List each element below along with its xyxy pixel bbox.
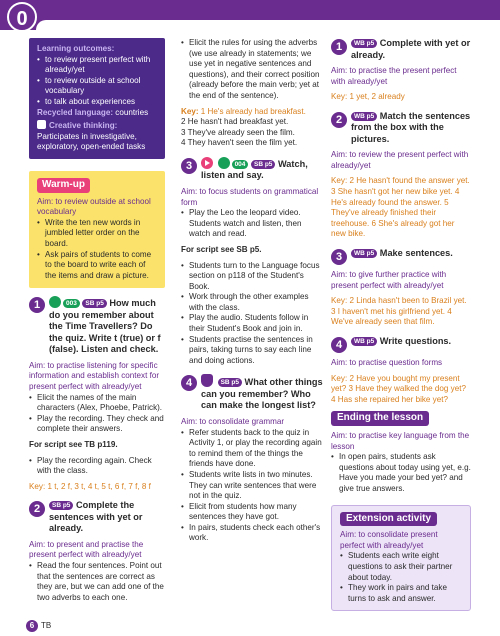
activity-3-aim: Aim: to focus students on grammatical form <box>181 186 319 207</box>
video-icon <box>201 157 213 169</box>
list-item: • Play the audio. Students follow in their Student's Book and join in. <box>181 313 323 334</box>
creative-thinking-text: Participates in investigative, exploratory, open-ended tasks <box>37 131 146 152</box>
wb-1-key: Key: 1 yet, 2 already <box>331 92 405 102</box>
activity-number: 1 <box>29 297 45 313</box>
sb-page-badge: SB p5 <box>218 378 242 387</box>
activity-4-steps <box>181 428 323 545</box>
activity-2-aim: Aim: to present and practise the present perfect with already/yet <box>29 539 144 560</box>
footer-label: TB <box>41 620 52 630</box>
key-label: Key: <box>181 106 199 116</box>
learning-outcomes-list <box>37 55 157 108</box>
warmup-box <box>29 171 165 288</box>
sb-page-badge: SB p5 <box>49 501 73 510</box>
audio-icon <box>49 296 61 308</box>
wb-activity-4-header <box>331 336 471 353</box>
wb-4-aim: Aim: to practise question forms <box>331 358 443 367</box>
creative-thinking-heading <box>37 120 157 132</box>
audio-icon <box>218 157 230 169</box>
list-item: • Students write lists in two minutes. They can write sentences that were not in the quiz. <box>181 470 323 502</box>
wb-page-badge: WB p5 <box>351 249 377 258</box>
column-1 <box>29 38 165 603</box>
list-item: • Ask pairs of students to come to the board to write each of the items and draw a picture. <box>37 250 157 282</box>
column-3 <box>331 38 471 611</box>
activity-3-header <box>181 157 323 182</box>
list-item: • Students turn to the Language focus section on p118 of the Student's Book. <box>181 261 323 293</box>
activity-title <box>351 248 453 260</box>
activity-number: 4 <box>181 375 197 391</box>
activity-number: 4 <box>331 337 347 353</box>
key-line: 3 They've already seen the film. <box>181 127 295 137</box>
page-number: 6 <box>26 620 38 632</box>
wb-3-aim: Aim: to give further practice with present perfect with already/yet <box>331 270 447 290</box>
wb-2-aim: Aim: to review the present perfect with already/yet <box>331 150 469 170</box>
unit-number-badge: 0 <box>7 2 37 32</box>
activity-title <box>351 38 471 61</box>
activity-2-title-text: Complete the sentences with yet or already. <box>49 500 143 534</box>
activity-2-steps <box>29 561 165 603</box>
wb-activity-2-header <box>331 111 471 146</box>
creative-thinking-label: Creative thinking: <box>49 121 118 131</box>
list-item: • Play the recording. They check and complete their answers. <box>29 414 165 435</box>
extension-steps <box>340 551 462 604</box>
list-item: • Write the ten new words in jumbled letter order on the board. <box>37 218 157 250</box>
activity-title <box>201 157 323 182</box>
wb-1-aim: Aim: to practise the present perfect with already/yet <box>331 66 457 86</box>
list-item: • to review outside at school vocabulary <box>37 76 157 97</box>
list-item: • Refer students back to the quiz in Activity 1, or play the recording again to remind them of the things the friends have done. <box>181 428 323 470</box>
wb-activity-1-header <box>331 38 471 61</box>
activity-1-aim: Aim: to practise listening for specific information and establish context for present perfect with already/yet <box>29 360 160 391</box>
list-item: • They work in pairs and take turns to ask and answer. <box>340 583 462 604</box>
activity-title <box>351 111 471 146</box>
column-2 <box>181 38 323 544</box>
learning-outcomes-heading: Learning outcomes: <box>37 44 115 53</box>
activity-2-header <box>29 500 165 535</box>
creative-thinking-icon <box>37 120 46 129</box>
warmup-list <box>37 218 157 282</box>
activity-4-title-text: What other things can you remember? Who can make the longest list? <box>201 377 323 411</box>
activity-1-script: For script see TB p119. <box>29 439 118 449</box>
learning-outcomes-box <box>29 38 165 159</box>
list-item: • In open pairs, students ask questions about today using yet, e.g. Have you made your bed yet? and give true answers. <box>331 452 471 494</box>
wb-page-badge: WB p5 <box>351 112 377 121</box>
wb-2-key: Key: 2 He hasn't found the answer yet. 3 She hasn't got her new bike yet. 4 He's already found the answer. 5 They've already finished their treehouse. 6 She's already got her new bike. <box>331 176 470 239</box>
list-item: • Read the four sentences. Point out that the sentences are correct as they are, but we can add one of the two adverbs to each one. <box>29 561 165 603</box>
activity-number: 2 <box>331 112 347 128</box>
audio-track: 004 <box>232 160 249 169</box>
activity-4-aim: Aim: to consolidate grammar <box>181 416 285 426</box>
list-item: • to review present perfect with already/yet <box>37 55 157 76</box>
activity-number: 3 <box>331 249 347 265</box>
wb-4-key: Key: 2 Have you bought my present yet? 3 Have they walked the dog yet? 4 Has she repaired her bike yet? <box>331 373 466 404</box>
ending-lesson-title: Ending the lesson <box>331 411 429 426</box>
warmup-title: Warm-up <box>37 178 90 193</box>
list-item: • Students each write eight questions to ask their partner about today. <box>340 551 462 583</box>
activity-number: 2 <box>29 501 45 517</box>
key-line: 4 They haven't seen the film yet. <box>181 138 298 148</box>
grammar-rules-list <box>181 38 323 102</box>
activity-3-steps-2 <box>181 261 323 367</box>
top-bar <box>0 0 500 30</box>
recycled-value: countries <box>115 107 149 117</box>
extension-box <box>331 505 471 612</box>
wb-activity-3-header <box>331 248 471 265</box>
wb-4-title-text: Write questions. <box>379 336 452 346</box>
activity-1-title-text: How much do you remember about the Time Travellers? Do the quiz. Write t (true) or f (false). Listen and check. <box>49 298 161 355</box>
ending-steps <box>331 452 471 494</box>
recycled-language <box>37 108 157 119</box>
list-item: • Elicit the names of the main characters (Alex, Phoebe, Patrick). <box>29 393 165 414</box>
key-line: 1 He's already had breakfast. <box>200 106 306 116</box>
wb-1-title-text: Complete with yet or already. <box>351 38 471 60</box>
activity-title <box>49 296 165 356</box>
list-item: • Work through the other examples with the class. <box>181 292 323 313</box>
list-item: • Elicit the rules for using the adverbs (we use already in statements; we use yet in negative sentences and questions), and their correct position (already before the main verb; yet at the end of the sentence). <box>181 38 323 102</box>
key-line: 2 He hasn't had breakfast yet. <box>181 117 289 127</box>
activity-3-script: For script see SB p5. <box>181 244 262 254</box>
activity-title <box>201 374 323 412</box>
activity-title <box>351 336 451 348</box>
activity-number: 1 <box>331 39 347 55</box>
list-item: • Students practise the sentences in pairs, taking turns to say each line and doing actions. <box>181 335 323 367</box>
list-item: • In pairs, students check each other's work. <box>181 523 323 544</box>
activity-1-steps-2 <box>29 456 165 477</box>
activity-number: 3 <box>181 158 197 174</box>
wb-2-title-text: Match the sentences from the box with the pictures. <box>351 110 471 144</box>
activity-4-header <box>181 374 323 412</box>
ending-aim: Aim: to practise key language from the lesson <box>331 430 470 451</box>
wb-page-badge: WB p5 <box>351 337 377 346</box>
extension-aim: Aim: to consolidate present perfect with already/yet <box>340 530 438 550</box>
activity-1-steps <box>29 393 165 435</box>
sb-page-badge: SB p5 <box>251 160 275 169</box>
extension-title: Extension activity <box>340 512 437 527</box>
activity-1-header <box>29 296 165 356</box>
sb-page-badge: SB p5 <box>82 299 106 308</box>
page-footer <box>26 620 51 632</box>
activity-3-title-text: Watch, listen and say. <box>201 158 308 181</box>
wb-3-key: Key: 2 Linda hasn't been to Brazil yet. 3 I haven't met his girlfriend yet. 4 We've already seen that film. <box>331 296 467 327</box>
list-item: • Elicit from students how many sentences they have got. <box>181 502 323 523</box>
list-item: • Play the Leo the leopard video. Students watch and listen, then watch and read. <box>181 208 323 240</box>
activity-title <box>49 500 165 535</box>
activity-2-key <box>181 107 323 118</box>
list-item: • Play the recording again. Check with the class. <box>29 456 165 477</box>
wb-3-title-text: Make sentences. <box>379 248 453 259</box>
recycled-label: Recycled language: <box>37 107 114 117</box>
activity-3-steps <box>181 208 323 240</box>
wb-page-badge: WB p5 <box>351 39 377 48</box>
audio-track: 003 <box>63 299 80 308</box>
list-item: • to talk about experiences <box>37 97 157 108</box>
warmup-aim: Aim: to review outside at school vocabulary <box>37 196 151 217</box>
activity-1-key: Key: 1 t, 2 f, 3 t, 4 t, 5 t, 6 f, 7 f, 8 f <box>29 481 151 491</box>
top-bar-stripe <box>36 20 500 30</box>
shield-icon <box>201 374 213 387</box>
